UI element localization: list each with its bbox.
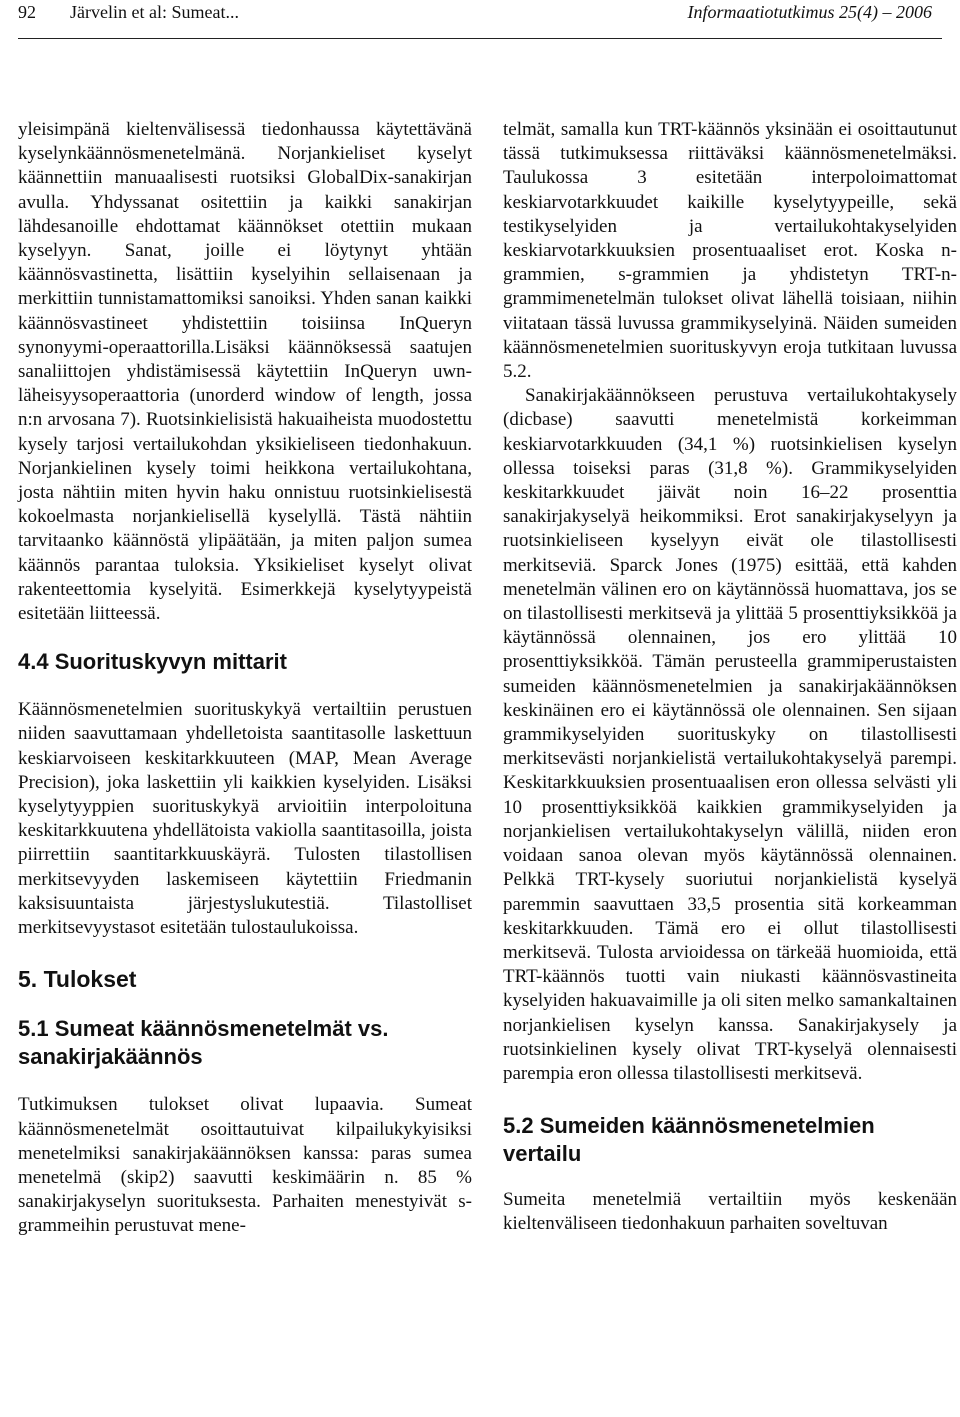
- running-authors: Järvelin et al: Sumeat...: [70, 2, 239, 22]
- body-paragraph: Tutkimuksen tulokset olivat lupaavia. Sumeat käännösmenetelmät osoittautuivat kilpailukykyisiksi menetelmiksi sanakirjakäännöksen kanssa: paras sumea menetelmä (skip2) saavutti keskimäärin n. 85 % sanakirjakyselyn suorituksesta. Parhaiten menestyivät s-grammeihin perustuvat mene-: [18, 1094, 472, 1237]
- body-paragraph: Sumeita menetelmiä vertailtiin myös keskenään kieltenväliseen tiedonhakuun parhaiten soveltuvan: [503, 1189, 957, 1235]
- header-rule: [18, 38, 942, 39]
- body-paragraph: Käännösmenetelmien suorituskykyä vertailtiin perustuen niiden saavuttamaan yhdelletoista saantitasolle laskettuun keskiarvoiseen keskitarkkuuteen (MAP, Mean Average Precision), joka laskettiin yli kaikkien kyselyiden. Lisäksi kyselytyyppien suorituskykyä arvioitiin interpoloituna keskitarkkuutena yhdellätoista vakiolla saantitasoilla, joista piirrettiin saantitarkkuuskäyrä. Tulosten tilastollisen merkitsevyyden laskemiseen käytettiin Friedmanin kaksisuuntaista järjestyslukutestiä. Tilastolliset merkitsevyystasot esitetään tulostaulukoissa.: [18, 699, 472, 939]
- body-paragraph: telmät, samalla kun TRT-käännös yksinään ei osoittautunut tässä tutkimuksessa riittäväksi käännösmenetelmäksi. Taulukossa 3 esitetään interpoloimattomat keskiarvotarkkuudet kaikille kyselytyypeille, sekä testikyselyiden ja vertailukohtakyselyiden keskiarvotarkkuuksien prosentuaaliset erot. Koska n-grammien, s-grammien ja yhdistetyn TRT-n-grammimenetelmän tulokset olivat lähellä toisiaan, niihin viitataan tässä luvussa grammikyselyinä. Näiden sumeiden käännösmenetelmien suorituskyvyn eroja tutkitaan luvussa 5.2.: [503, 119, 957, 383]
- page-number: 92: [18, 2, 36, 22]
- body-paragraph: Sanakirjakäännökseen perustuva vertailukohtakysely (dicbase) saavutti menetelmistä korkeimman keskiarvotarkkuuden (34,1 %) ruotsinkielisen kyselyn ollessa toiseksi paras (31,8 %). Grammikyselyiden keskitarkkuudet jäivät noin 16–22 prosenttia sanakirjakyselyä heikommiksi. Erot sanakirjakyselyyn ja ruotsinkieliseen kyselyyn eivät ole tilastollisesti merkitseviä. Sparck Jones (1975) esittää, että kahden menetelmän välinen ero on käytännössä huomattava, jos se on tilastollisesti merkitsevä ja ylittää 5 prosenttiyksikköä ja käytännössä olennainen, jos ero ylittää 10 prosenttiyksikköä. Tämän perusteella grammiperustaisten sumeiden käännösmenetelmien ja sanakirjakäännöksen keskinäinen ero ei käytännössä ole olennainen. Sen sijaan grammikyselyiden suorituskyky on tilastollisesti merkitsevästi norjankielistä vertailukohtakyselyä parempi. Keskitarkkuuksien prosentuaalisen eron ollessa selvästi yli 10 prosenttiyksikköä kaikkien grammikyselyiden ja norjankielisen vertailukohtakyselyn välillä, niiden eron voidaan sanoa olevan myös käytännössä olennainen. Pelkkä TRT-kysely suoriutui norjankielistä kyselyä paremmin saavuttaen 33,5 prosentia sitä korkeamman keskitarkkuuden. Tämä ero ei ollut tilastollisesti merkitsevä. Tulosta arvioidessa on tärkeää huomioida, että TRT-käännös tuotti vain niukasti käännösvastineita kyselyiden hakuavaimille ja oli siten melko samankaltainen norjankielisen kyselyn kanssa. Sanakirjakysely ja ruotsinkielinen kysely olivat TRT-kyselyä olennaisesti parempia eron ollessa tilastollisesti merkitsevä.: [503, 385, 957, 1084]
- section-heading: 5.1 Sumeat käännösmenetelmät vs. sanakirjakäännös: [18, 1016, 389, 1070]
- running-header: [0, 0, 960, 44]
- section-heading: 4.4 Suorituskyvyn mittarit: [18, 649, 287, 675]
- right-column: [503, 118, 957, 1237]
- section-heading: 5. Tulokset: [18, 966, 137, 993]
- section-heading: 5.2 Sumeiden käännösmenetelmien vertailu: [503, 1113, 875, 1167]
- left-column: [18, 118, 472, 1239]
- journal-citation: Informaatiotutkimus 25(4) – 2006: [687, 2, 932, 22]
- body-paragraph: yleisimpänä kieltenvälisessä tiedonhaussa käytettävänä kyselynkäännösmenetelmänä. Norjankieliset kyselyt käännettiin manuaalisesti ruotsiksi GlobalDix-sanakirjan avulla. Yhdyssanat ositettiin ja kaikki sanakirjan lähdesanoille ehdottamat käännökset otettiin mukaan kyselyyn. Sanat, joille ei löytynyt yhtään käännösvastinetta, lisättiin kyselyihin sellaisenaan ja merkittiin tunnistamattomiksi sanoiksi. Yhden sanan kaikki käännösvastineet yhdistettiin toisiinsa InQueryn synonyymi-operaattorilla.Lisäksi käännöksessä saatujen sanaliittojen yhdistämisessä käytettiin InQueryn uwn-läheisyysoperaattoria (unorderd window of length, jossa n:n arvosana 7). Ruotsinkielisistä hakuaiheista muodostettu kysely tarjosi vertailukohdan yksikieliseen tiedonhakuun. Norjankielinen kysely toimi heikkona vertailukohtana, josta nähtiin miten hyvin haku onnistuu ruotsinkielisestä kokoelmasta norjankielisellä kyselyllä. Tästä nähtiin tarvitaanko käännöstä ylipäätään, ja miten paljon sumea käännös parantaa tuloksia. Yksikieliset kyselyt olivat rakenteettomia kyselyitä. Esimerkkejä kyselytyypeistä esitetään liitteessä.: [18, 119, 472, 625]
